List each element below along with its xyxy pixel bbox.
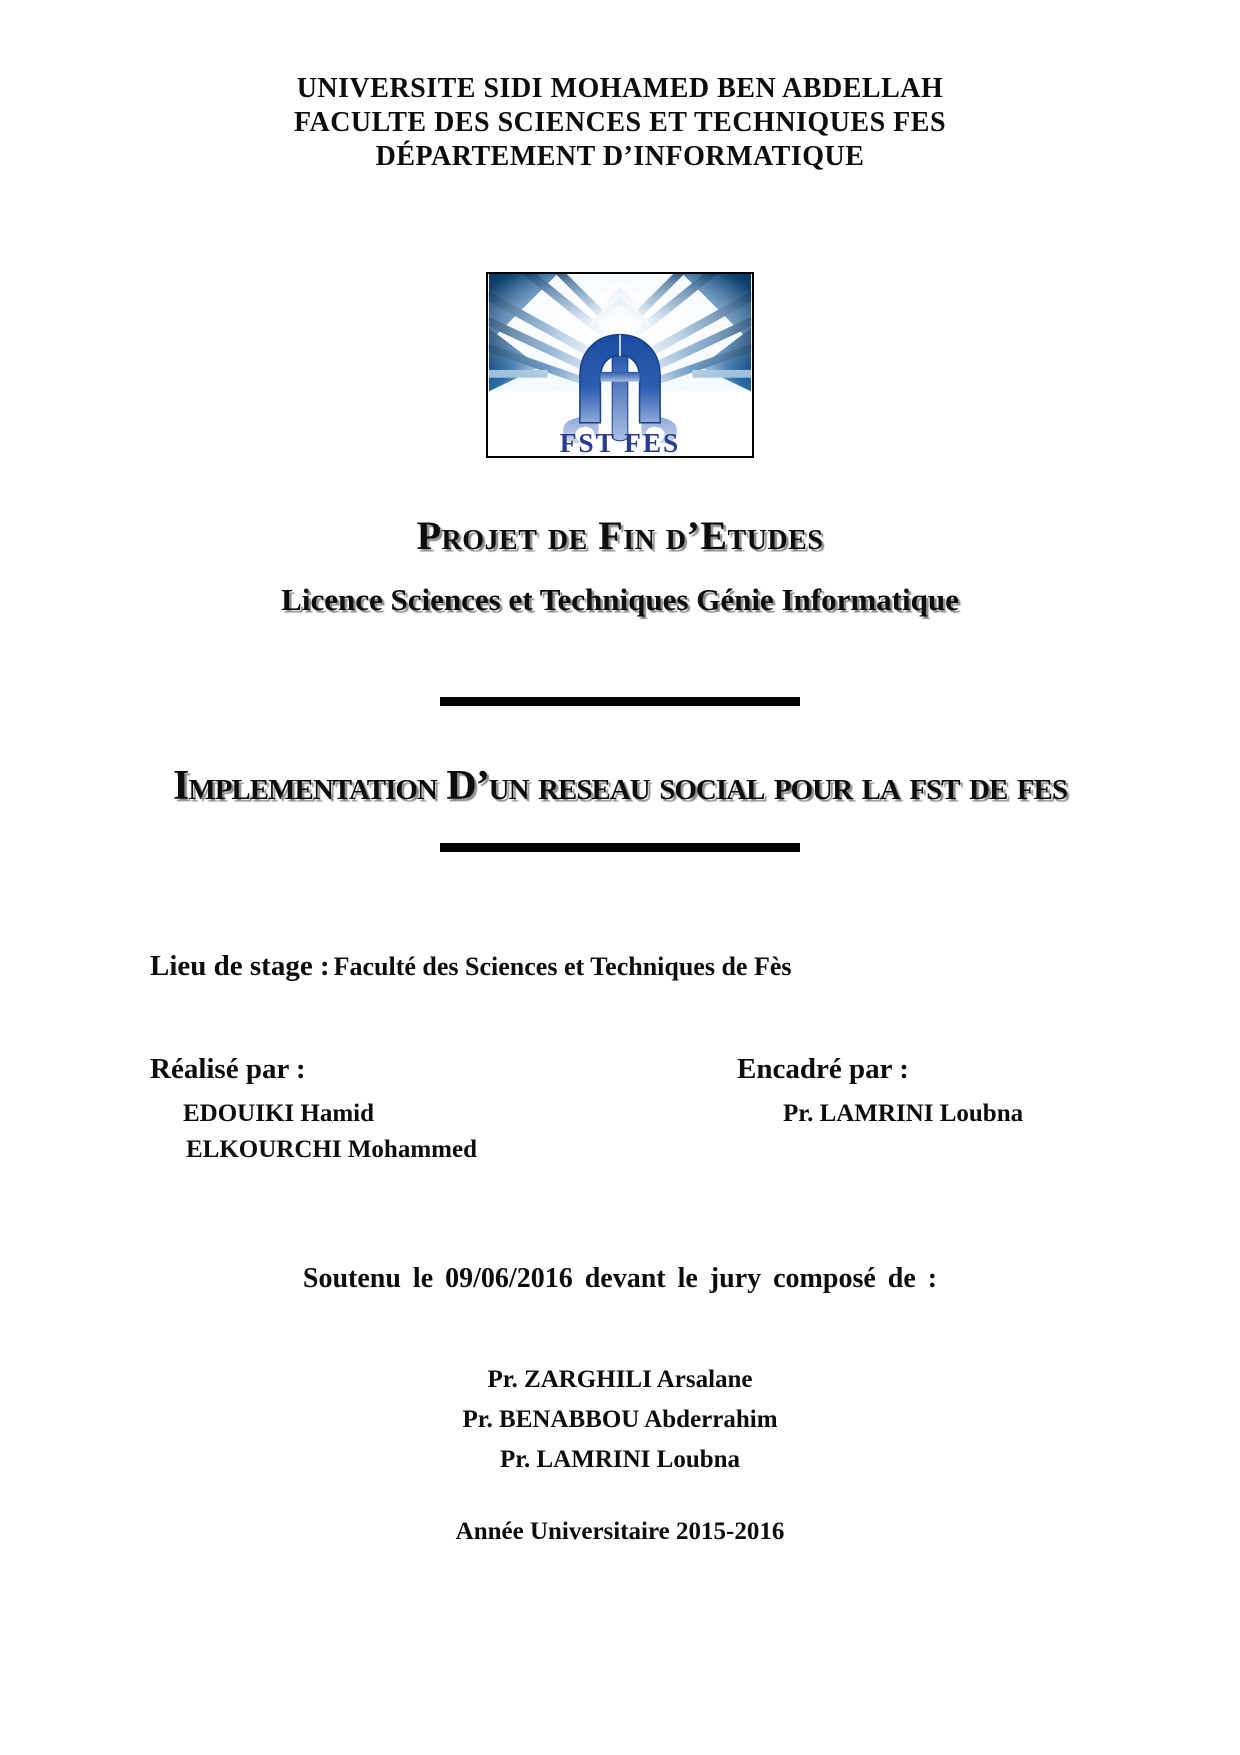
internship-line: [150, 950, 792, 983]
header-university-line: UNIVERSITE SIDI MOHAMED BEN ABDELLAH: [296, 73, 944, 104]
divider-bar-top: [440, 697, 800, 706]
fst-fes-logo: [486, 272, 754, 458]
jury-member: Pr. LAMRINI Loubna: [499, 1446, 741, 1473]
header-faculty-line: FACULTE DES SCIENCES ET TECHNIQUES FES: [293, 107, 947, 138]
university-header: [0, 72, 1240, 174]
header-department-line: DÉPARTEMENT D’INFORMATIQUE: [375, 141, 865, 172]
jury-member: Pr. ZARGHILI Arsalane: [487, 1366, 753, 1393]
supervisors-label: Encadré par :: [737, 1053, 909, 1085]
author-name: ELKOURCHI Mohammed: [186, 1136, 477, 1163]
logo-t-crossbar: [600, 372, 639, 382]
jury-list: [0, 1360, 1240, 1480]
internship-value: Faculté des Sciences et Techniques de Fès: [333, 952, 792, 981]
jury-member: Pr. BENABBOU Abderrahim: [462, 1406, 778, 1433]
defense-line: Soutenu le 09/06/2016 devant le jury composé de :: [302, 1263, 938, 1294]
logo-caption: FST FES: [559, 428, 681, 456]
supervisor-name: Pr. LAMRINI Loubna: [783, 1100, 1024, 1127]
internship-label: Lieu de stage :: [150, 950, 330, 982]
main-title: Implementation D’un reseau social pour la fst de fes: [172, 763, 1068, 809]
fst-fes-logo-graphic: [488, 274, 752, 456]
degree-title: Licence Sciences et Techniques Génie Informatique: [281, 582, 959, 617]
author-name: EDOUIKI Hamid: [183, 1100, 375, 1127]
project-type-title: Projet de Fin d’Etudes: [416, 513, 824, 558]
divider-bar-bottom: [440, 843, 800, 852]
authors-label: Réalisé par :: [150, 1053, 306, 1085]
academic-year: Année Universitaire 2015-2016: [455, 1518, 785, 1545]
